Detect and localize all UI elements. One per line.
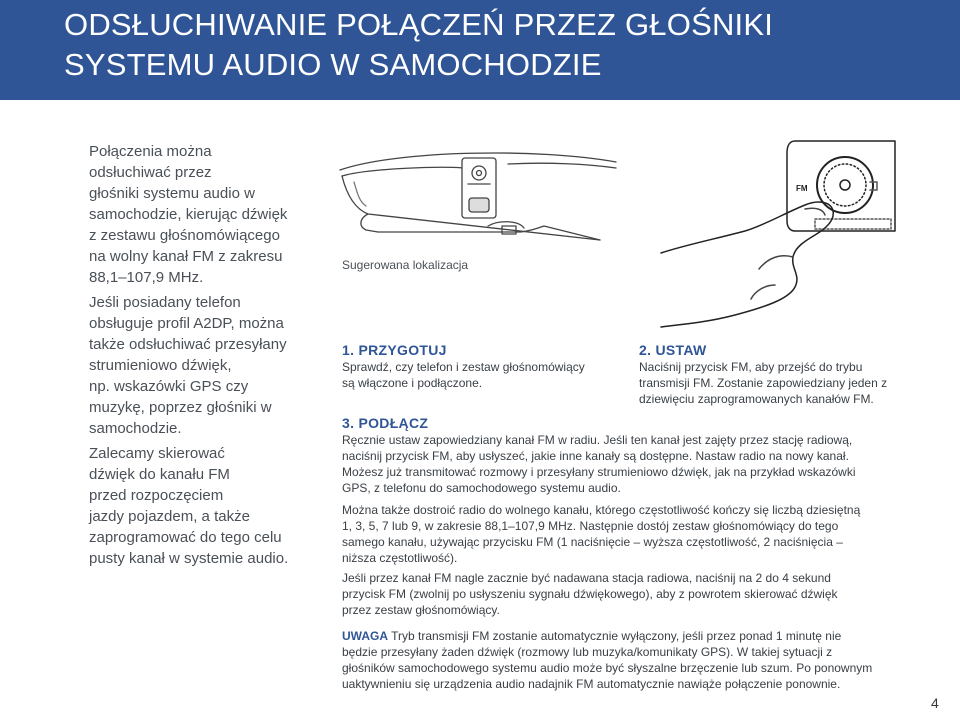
- note-label: UWAGA: [342, 629, 388, 643]
- page-number: 4: [931, 695, 939, 711]
- intro-line: samochodzie.: [89, 420, 182, 437]
- step3-line: Jeśli przez kanał FM nagle zacznie być nadawana stacja radiowa, naciśnij na 2 do 4 sekund: [342, 571, 831, 585]
- note-first-line: [342, 628, 907, 644]
- note-line: będzie przesyłany żaden dźwięk (rozmowy lub muzyka/komunikaty GPS). W takiej sytuacji z: [342, 645, 833, 659]
- step1-text: [342, 359, 622, 391]
- intro-line: odsłuchiwać przez: [89, 164, 212, 181]
- intro-line: na wolny kanał FM z zakresu: [89, 248, 283, 265]
- page-header: [0, 0, 960, 100]
- note-line: Tryb transmisji FM zostanie automatycznie wyłączony, jeśli przez ponad 1 minutę nie: [388, 629, 842, 643]
- fm-button-label: FM: [796, 184, 808, 193]
- header-title-line2: SYSTEMU AUDIO W SAMOCHODZIE: [64, 47, 602, 82]
- step3-line: niższa częstotliwość).: [342, 551, 458, 565]
- step1-line: są włączone i podłączone.: [342, 376, 483, 390]
- step3-line: Można także dostroić radio do wolnego kanału, którego częstotliwość kończy się liczbą dziesiętną: [342, 503, 861, 517]
- step3-line: przycisk FM (zwolnij po usłyszeniu sygnału dźwiękowego), aby z powrotem skierować dźwięk: [342, 587, 838, 601]
- intro-line: dźwięk do kanału FM: [89, 466, 230, 483]
- intro-line: zaprogramować do tego celu: [89, 529, 282, 546]
- step2-line: dziewięciu zaprogramowanych kanałów FM.: [639, 392, 874, 406]
- visor-device-illustration: [338, 140, 618, 255]
- step2-title: 2. USTAW: [639, 342, 707, 358]
- step3-paragraph-1: [342, 432, 902, 496]
- step3-line: GPS, z telefonu do samochodowego systemu audio.: [342, 481, 621, 495]
- intro-line: Zalecamy skierować: [89, 445, 225, 462]
- step2-line: Naciśnij przycisk FM, aby przejść do trybu: [639, 360, 863, 374]
- step3-line: 1, 3, 5, 7 lub 9, w zakresie 88,1–107,9 MHz. Następnie dostój zestaw głośnomówiący do tego: [342, 519, 839, 533]
- note-line: głośników samochodowego systemu audio może być słyszalne brzęczenie lub szum. Po ponownym: [342, 661, 873, 675]
- intro-line: strumieniowo dźwięk,: [89, 357, 232, 374]
- intro-paragraph-3: [89, 443, 329, 569]
- note-block: [342, 628, 907, 692]
- finger-press-fm-illustration: [655, 135, 905, 345]
- illustration-caption: Sugerowana lokalizacja: [342, 258, 469, 272]
- intro-line: głośniki systemu audio w: [89, 185, 255, 202]
- intro-paragraph-2: [89, 292, 329, 439]
- header-title-line1: ODSŁUCHIWANIE POŁĄCZEŃ PRZEZ GŁOŚNIKI: [64, 7, 774, 42]
- intro-line: obsługuje profil A2DP, można: [89, 315, 284, 332]
- step3-line: Możesz już transmitować rozmowy i przesyłany strumieniowo dźwięk, jak na przykład wskazówki: [342, 465, 856, 479]
- step3-paragraph-3: [342, 570, 902, 618]
- intro-line: 88,1–107,9 MHz.: [89, 269, 204, 286]
- step1-line: Sprawdź, czy telefon i zestaw głośnomówiący: [342, 360, 585, 374]
- note-line: uaktywnieniu się urządzenia audio nadajnik FM automatycznie nawiąże połączenie ponownie.: [342, 677, 841, 691]
- step3-line: naciśnij przycisk FM, aby usłyszeć, jakie inne kanały są dostępne. Nastaw radio na nowy kanał.: [342, 449, 849, 463]
- intro-line: z zestawu głośnomówiącego: [89, 227, 280, 244]
- intro-line: samochodzie, kierując dźwięk: [89, 206, 288, 223]
- step3-paragraph-2: [342, 502, 902, 566]
- intro-line: jazdy pojazdem, a także: [89, 508, 250, 525]
- intro-line: przed rozpoczęciem: [89, 487, 224, 504]
- intro-line: np. wskazówki GPS czy: [89, 378, 249, 395]
- step2-line: transmisji FM. Zostanie zapowiedziany jeden z: [639, 376, 888, 390]
- step1-title: 1. PRZYGOTUJ: [342, 342, 447, 358]
- step3-title: 3. PODŁĄCZ: [342, 415, 429, 431]
- intro-line: muzykę, poprzez głośniki w: [89, 399, 272, 416]
- step3-line: przez zestaw głośnomówiący.: [342, 603, 500, 617]
- step2-text: [639, 359, 929, 407]
- intro-paragraph-1: [89, 141, 329, 288]
- intro-line: Połączenia można: [89, 143, 212, 160]
- intro-line: Jeśli posiadany telefon: [89, 294, 241, 311]
- intro-line: pusty kanał w systemie audio.: [89, 550, 289, 567]
- intro-line: także odsłuchiwać przesyłany: [89, 336, 287, 353]
- step3-line: Ręcznie ustaw zapowiedziany kanał FM w radiu. Jeśli ten kanał jest zajęty przez stację radiową,: [342, 433, 853, 447]
- step3-line: samego kanału, używając przycisku FM (1 naciśnięcie – wyższa częstotliwość, 2 naciśnięcia –: [342, 535, 843, 549]
